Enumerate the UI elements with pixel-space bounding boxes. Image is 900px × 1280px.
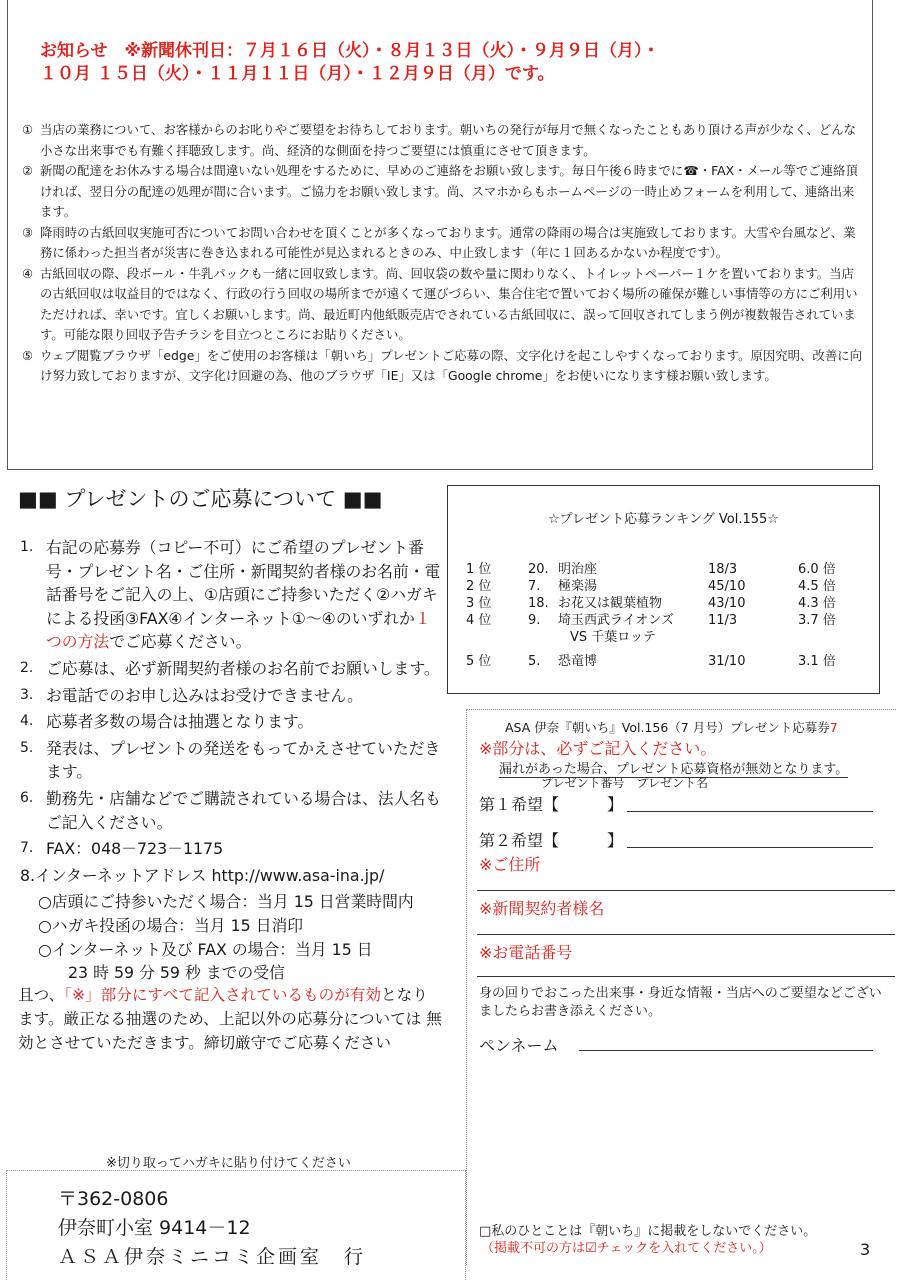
notice-item [22,346,862,387]
ratio-cell: 43/10 [708,596,746,611]
notice-heading-line2: １０月 １５日（火）・１１月１１日（月）・１２月９日（月）です。 [40,64,555,84]
name-cell [558,612,708,646]
rule-item [20,684,445,708]
deadline-line: ○ハガキ投函の場合：当月 15 日消印 [38,915,304,935]
notice-list [22,120,862,387]
rank-cell: 2 位 [466,579,492,594]
rule-number: 3. [20,686,34,703]
rule-text: お電話でのお申し込みはお受けできません。 [46,685,363,705]
number-cell: 18. [528,596,549,611]
rank-cell: 4 位 [466,613,492,628]
notice-item-text: 当店の業務について、お客様からのお叱りやご要望をお待ちしております。朝いちの発行が毎月で無くなったこともあり頂ける声が少なく、どんな小さな出来事でも有難く拝聴致します。尚、経済的な側面を持つご要望には慎重にさせて頂きます。 [40,122,857,158]
phone-input[interactable] [477,976,895,977]
rank-cell: 1 位 [466,562,492,577]
closing-text [18,983,443,1055]
notice-item-text: 古紙回収の際、段ボール・牛乳パックも一緒に回収致します。尚、回収袋の数や量に関わりなく、トイレットペーパー１ケを置いております。当店の古紙回収は収益目的ではなく、行政の行う回収の場所までが遠くて運びづらい、集合住宅で置いておく場所の確保が難しい事情等の方にご利用いただければ、幸いです。宜しくお願いします。尚、最近町内他紙販売店でされている古紙回収に、誤って回収されてしまう例が複数報告されています。可能な限り回収予告チラシを目立つところにお貼りください。 [40,265,858,342]
mail-recipient: ＡＳＡ伊奈ミニコミ企画室 行 [58,1246,367,1268]
entry-form [466,709,896,1265]
notice-heading [40,40,800,86]
deadline-line: ○インターネット及び FAX の場合：当月 15 日 [38,939,373,959]
rule-item [20,787,445,834]
name-line2: VS 千葉ロッテ [570,630,657,645]
rule-item [20,864,445,888]
number-cell: 7. [528,579,541,594]
rule-highlight: １つの方法 [46,608,431,652]
rule-text: 勤務先・店舗などでご購読されている場合は、法人名もご記入ください。 [46,788,441,832]
notice-item [22,264,862,346]
notice-item-number: ⑤ [22,347,34,363]
mail-address: 伊奈町小室 9414－12 [58,1217,251,1239]
name-input[interactable] [477,934,895,935]
name-line1: 埼玉西武ライオンズ [558,613,674,628]
name-label [479,896,604,919]
notice-item [22,161,862,223]
table-row [466,578,866,595]
rule-item [20,657,445,681]
name-cell: 極楽湯 [558,579,598,594]
address-label: ※ご住所 [479,855,541,874]
ratio-cell: 18/3 [708,562,738,577]
form-title-number: 7 [829,720,838,735]
choice2-bracket: 】 [607,831,624,850]
rules-list [20,536,445,985]
name-cell: 恐竜博 [558,654,598,669]
choice1-label: 第１希望【 [479,795,560,814]
closing-post: となります。厳正なる抽選のため、上記以外の応募分については 無効とさせていただきます。締切厳守でご応募ください [18,986,442,1052]
choice2-label: 第２希望【 [479,831,560,850]
notice-item [22,120,862,161]
form-title [505,718,838,736]
number-cell: 5. [528,654,541,669]
cut-guide: ※切り取ってハガキに貼り付けてください [106,1156,351,1171]
rule-number: 7. [20,840,34,857]
table-row [466,595,866,612]
omission-note: 漏れがあった場合、プレゼント応募資格が無効となります。 [499,758,848,778]
rule-text: インターネットアドレス http://www.asa-ina.jp/ [35,865,385,885]
name-label-text: ※新聞契約者様名 [479,899,605,918]
ratio-cell: 11/3 [708,613,738,628]
rule-item [20,837,445,861]
rule-text: FAX：048－723－1175 [46,839,224,859]
form-title-text: ASA 伊奈『朝いち』Vol.156（7 月号）プレゼント応募券 [505,720,830,735]
rate-cell: 4.5 倍 [798,579,836,594]
rate-cell: 3.7 倍 [798,613,836,628]
rule-text: 発表は、プレゼントの発送をもってかえさせていただきます。 [46,738,441,782]
ranking-title: ☆プレゼント応募ランキング Vol.155☆ [548,512,779,527]
deadline-line: ○店頭にご持参いただく場合：当月 15 日営業時間内 [38,892,414,912]
penname-label: ペンネーム [479,1036,559,1055]
notice-heading-line1: お知らせ ※新聞休刊日：７月１６日（火）・８月１３日（火）・９月９日（月）・ [40,41,660,61]
choice1-bracket: 】 [607,795,624,814]
rate-cell: 3.1 倍 [798,654,836,669]
number-cell: 9. [528,613,541,628]
notice-item-text: 新聞の配達をお休みする場合は間違いない処理をするために、早めのご連絡をお願い致します。毎日午後６時までに☎・FAX・メール等でご連絡頂ければ、翌日分の配達の処理が間に合います。ご協力をお願い致します。尚、スマホからもホームページの一時止めフォームを利用して、連絡出来ます。 [40,163,858,219]
present-section-title: ■■ プレゼントのご応募について ■■ [18,487,383,511]
optout-note: （掲載不可の方は☑チェックを入れてください。） [481,1241,772,1256]
choice2-input[interactable] [627,847,873,848]
name-cell: 明治座 [558,562,598,577]
address-input[interactable] [477,890,895,891]
comment-prompt: 身の回りでおこった出来事・身近な情報・当店へのご要望などございましたらお書き添えください。 [479,986,882,1019]
rule-text: ご応募は、必ず新聞契約者様のお名前でお願いします。 [46,658,440,678]
rule-item [20,536,445,654]
required-note: ※部分は、必ずご記入ください。 [479,739,717,758]
notice-item-number: ② [22,163,34,178]
table-row [466,646,866,670]
ranking-box [447,485,880,694]
penname-input[interactable] [579,1050,873,1051]
closing-pre: 且つ、 [18,986,65,1004]
phone-label: ※お電話番号 [479,943,573,962]
optout-checkbox[interactable]: □私のひとことは『朝いち』に掲載をしないでください。 [479,1224,817,1239]
rule-item [20,737,445,784]
rule-number: 6. [20,789,34,806]
rule-item [20,710,445,734]
column-headers: プレゼント番号 プレゼント名 [541,776,709,790]
notice-item [22,223,862,264]
deadline-line: 23 時 59 分 59 秒 までの受信 [68,963,285,983]
rule-number: 4. [20,713,34,730]
rule-number: 1. [20,539,34,555]
notice-item-text: 降雨時の古紙回収実施可否についてお問い合わせを頂くことが多くなっております。通常の降雨の場合は実施致しております。大雪や台風など、業務に係わった担当者が災害に巻き込まれる可能性が見込まれるときのみ、中止致します（年に１回あるかないか程度です）。 [40,224,856,260]
rate-cell: 4.3 倍 [798,596,836,611]
ranking-table [466,561,866,670]
ratio-cell: 31/10 [708,654,746,669]
rule-number: 2. [20,659,34,676]
rank-cell: 3 位 [466,596,492,611]
table-row [466,612,866,646]
notice-item-number: ① [22,122,34,137]
table-row [466,561,866,578]
postal-code: 〒362-0806 [58,1188,169,1210]
rank-cell: 5 位 [466,654,492,669]
rule-text: 応募者多数の場合は抽選となります。 [46,712,314,732]
rule-number: 5. [20,739,34,756]
choice1-input[interactable] [627,811,873,812]
notice-item-number: ④ [22,265,34,281]
rate-cell: 6.0 倍 [798,562,836,577]
closing-highlight: 「※」部分にすべて記入されているものが有効 [64,986,382,1004]
rule-text-end: でご応募ください。 [109,632,252,652]
ratio-cell: 45/10 [708,579,746,594]
name-cell: お花又は観葉植物 [558,596,663,611]
notice-item-number: ③ [22,224,34,240]
number-cell: 20. [528,562,549,577]
rule-number: 8. [20,865,36,885]
page-number: 3 [860,1240,871,1259]
notice-item-text: ウェブ閲覧ブラウザ「edge」をご使用のお客様は「朝いち」プレゼントご応募の際、文字化けを起こしやすくなっております。原因究明、改善に向け努力致しておりますが、文字化け回避の為、他のブラウザ「IE」又は「Google chrome」をお使いになります様お願い致します。 [40,347,862,383]
rule-text: 右記の応募券（コピー不可）にご希望のプレゼント番号・プレゼント名・ご住所・新聞契約者様のお名前・電話番号をご記入の上、①店頭にご持参いただく②ハガキによる投函③FAX④インターネット①～④のいずれか [46,538,441,628]
